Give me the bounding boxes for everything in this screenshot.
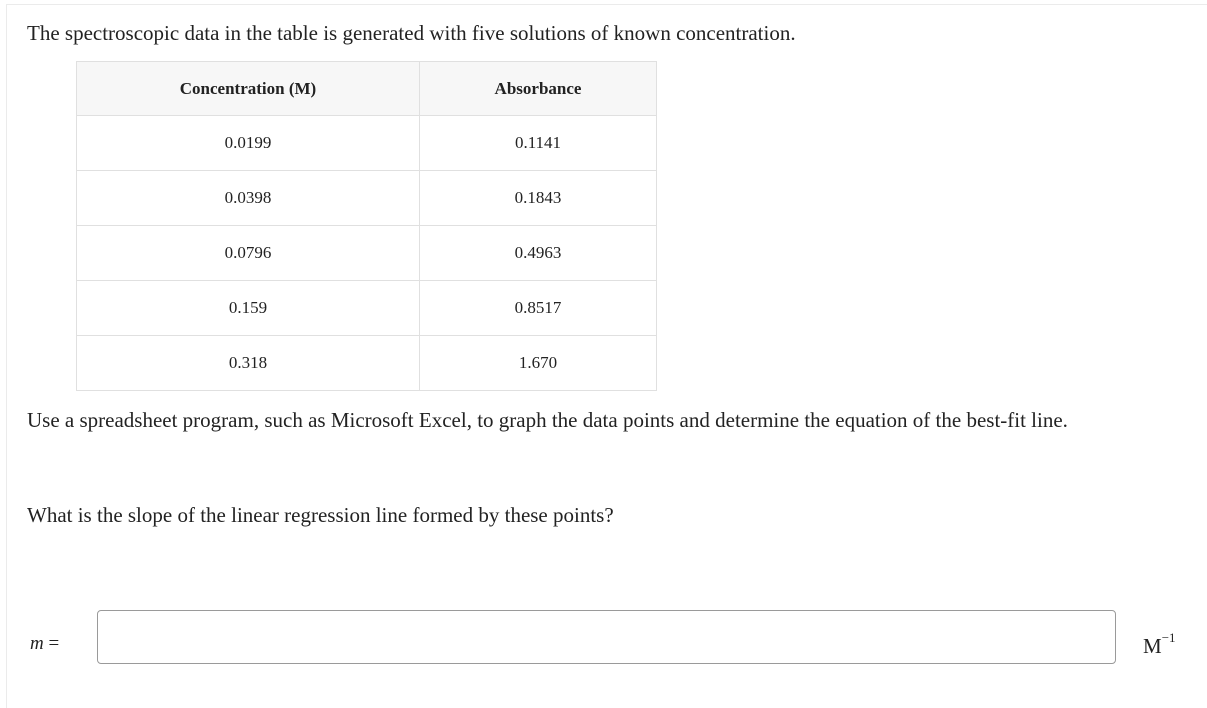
column-header-concentration: Concentration (M) bbox=[77, 62, 420, 116]
cell-concentration: 0.0398 bbox=[77, 171, 420, 226]
data-table bbox=[76, 61, 657, 391]
cell-concentration: 0.0199 bbox=[77, 116, 420, 171]
table-row bbox=[77, 171, 657, 226]
instruction-text: Use a spreadsheet program, such as Microsoft Excel, to graph the data points and determine the equation of the best-fit line. bbox=[27, 408, 1068, 432]
intro-text: The spectroscopic data in the table is generated with five solutions of known concentration. bbox=[27, 21, 796, 45]
unit-label bbox=[1143, 626, 1176, 661]
cell-concentration: 0.318 bbox=[77, 336, 420, 391]
slope-label bbox=[30, 632, 59, 656]
cell-absorbance: 1.670 bbox=[420, 336, 657, 391]
unit-exponent: −1 bbox=[1161, 630, 1176, 645]
slope-variable: m bbox=[30, 633, 44, 654]
table-row bbox=[77, 336, 657, 391]
cell-concentration: 0.159 bbox=[77, 281, 420, 336]
unit-base: M bbox=[1143, 634, 1162, 658]
cell-absorbance: 0.1141 bbox=[420, 116, 657, 171]
table-row bbox=[77, 116, 657, 171]
cell-absorbance: 0.1843 bbox=[420, 171, 657, 226]
column-header-absorbance: Absorbance bbox=[420, 62, 657, 116]
table-row bbox=[77, 281, 657, 336]
cell-absorbance: 0.8517 bbox=[420, 281, 657, 336]
table-header-row bbox=[77, 62, 657, 116]
cell-absorbance: 0.4963 bbox=[420, 226, 657, 281]
question-text: What is the slope of the linear regression line formed by these points? bbox=[27, 503, 614, 527]
equals-sign: = bbox=[48, 633, 60, 654]
cell-concentration: 0.0796 bbox=[77, 226, 420, 281]
slope-answer-input[interactable] bbox=[97, 610, 1116, 664]
table-row bbox=[77, 226, 657, 281]
